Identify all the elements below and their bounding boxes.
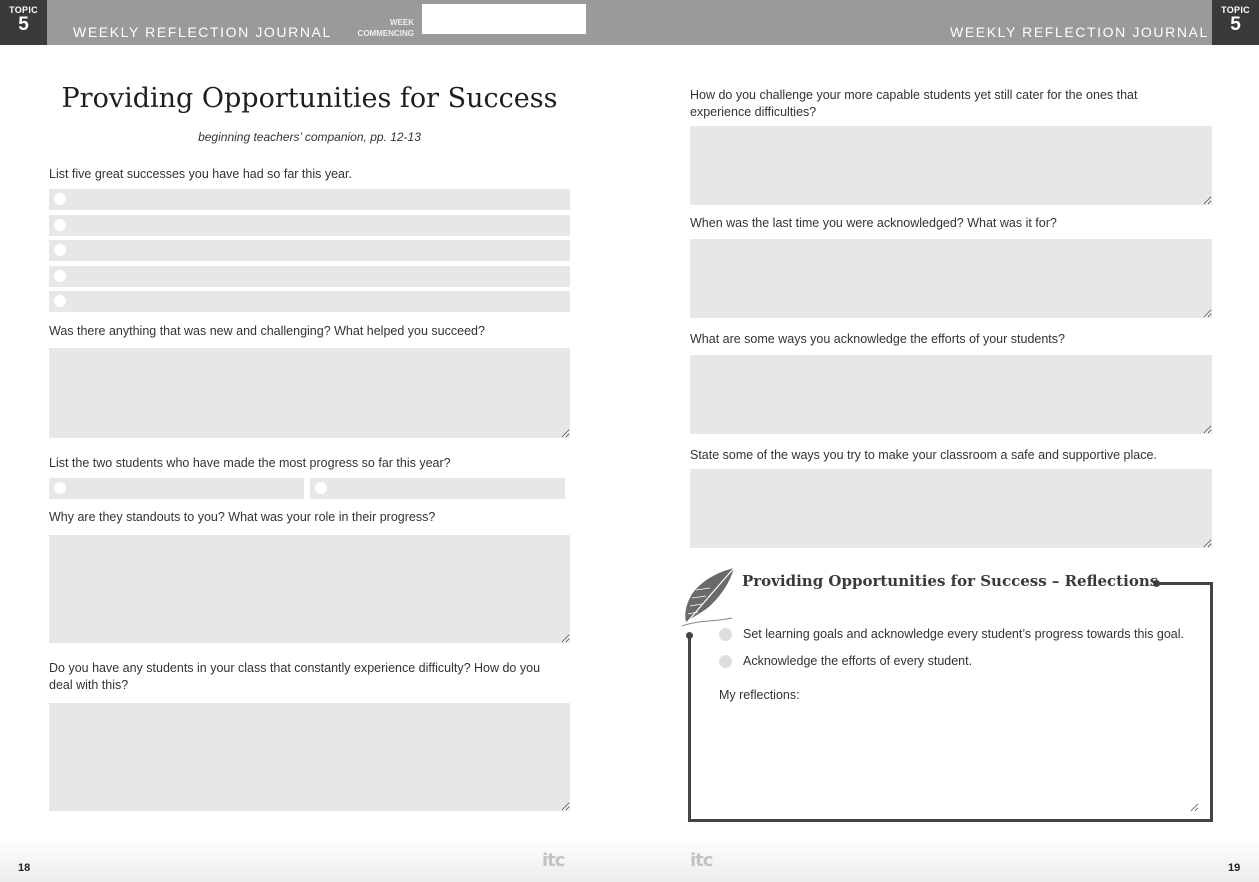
- bullet-dot: [54, 295, 66, 307]
- question-standouts: Why are they standouts to you? What was your role in their progress?: [49, 510, 436, 524]
- reflections-left-line: [688, 636, 691, 822]
- question-difficulty-line-2: deal with this?: [49, 678, 129, 692]
- my-reflections-input[interactable]: [719, 708, 1199, 812]
- question-acknowledged: When was the last time you were acknowledged? What was it for?: [690, 216, 1057, 230]
- bullet-dot: [54, 482, 66, 494]
- checkbox-dot[interactable]: [719, 628, 732, 641]
- reflection-item-2-text: Acknowledge the efforts of every student.: [743, 654, 973, 668]
- student-field-1[interactable]: [49, 478, 304, 499]
- bullet-dot: [54, 219, 66, 231]
- topic-label: TOPIC: [1221, 5, 1250, 15]
- reflections-left-dot: [686, 632, 693, 639]
- page-number-right: 19: [1228, 862, 1241, 874]
- question-new-challenging: Was there anything that was new and challenging? What helped you succeed?: [49, 324, 485, 338]
- question-acknowledge-efforts: What are some ways you acknowledge the efforts of your students?: [690, 332, 1065, 346]
- success-field-3[interactable]: [49, 240, 570, 261]
- reflection-item-2[interactable]: [719, 654, 972, 668]
- question-safe-classroom: State some of the ways you try to make your classroom a safe and supportive place.: [690, 448, 1157, 462]
- question-challenge-capable: [690, 87, 1212, 121]
- answer-challenge-capable[interactable]: [690, 126, 1212, 205]
- student-field-2[interactable]: [310, 478, 565, 499]
- journal-title-left: WEEKLY REFLECTION JOURNAL: [73, 24, 332, 40]
- bullet-dot: [54, 193, 66, 205]
- question-difficulty: [49, 660, 570, 694]
- topic-badge-right: [1212, 0, 1259, 45]
- footer-shade: [0, 838, 1259, 882]
- journal-title-right: WEEKLY REFLECTION JOURNAL: [950, 24, 1209, 40]
- itc-logo-right: itc: [690, 850, 713, 871]
- question-difficulty-line-1: Do you have any students in your class that constantly experience difficulty? How do you: [49, 661, 541, 675]
- bullet-dot: [54, 270, 66, 282]
- reflection-item-1-text: Set learning goals and acknowledge every student’s progress towards this goal.: [743, 627, 1185, 641]
- feather-icon: [680, 566, 738, 628]
- answer-difficulty[interactable]: [49, 703, 570, 811]
- header-bar: [0, 0, 1259, 45]
- reflection-item-1[interactable]: [719, 627, 1184, 641]
- question-two-students: List the two students who have made the most progress so far this year?: [49, 456, 451, 470]
- success-field-1[interactable]: [49, 189, 570, 210]
- checkbox-dot[interactable]: [719, 655, 732, 668]
- reflections-heading: Providing Opportunities for Success – Reflections: [742, 572, 1159, 590]
- answer-safe-classroom[interactable]: [690, 469, 1212, 548]
- my-reflections-label: My reflections:: [719, 688, 800, 702]
- bullet-dot: [315, 482, 327, 494]
- question-successes: List five great successes you have had so far this year.: [49, 167, 352, 181]
- week-commencing-input[interactable]: [422, 4, 586, 34]
- page-title: Providing Opportunities for Success: [61, 83, 558, 114]
- week-label: WEEK: [390, 18, 414, 27]
- topic-number: 5: [18, 14, 29, 35]
- bullet-dot: [54, 244, 66, 256]
- commencing-label: COMMENCING: [357, 29, 414, 38]
- answer-acknowledge-efforts[interactable]: [690, 355, 1212, 434]
- topic-label: TOPIC: [9, 5, 38, 15]
- topic-number: 5: [1230, 14, 1241, 35]
- success-field-4[interactable]: [49, 266, 570, 287]
- page-subtitle: beginning teachers’ companion, pp. 12-13: [198, 130, 421, 144]
- question-challenge-line-2: experience difficulties?: [690, 105, 817, 119]
- page-number-left: 18: [18, 862, 31, 874]
- itc-logo-left: itc: [542, 850, 565, 871]
- answer-standouts[interactable]: [49, 535, 570, 643]
- week-commencing-label: [340, 17, 414, 39]
- answer-new-challenging[interactable]: [49, 348, 570, 438]
- reflections-top-line: [1157, 582, 1213, 585]
- success-field-5[interactable]: [49, 291, 570, 312]
- topic-badge-left: [0, 0, 47, 45]
- question-challenge-line-1: How do you challenge your more capable students yet still cater for the ones that: [690, 88, 1138, 102]
- answer-acknowledged[interactable]: [690, 239, 1212, 318]
- success-field-2[interactable]: [49, 215, 570, 236]
